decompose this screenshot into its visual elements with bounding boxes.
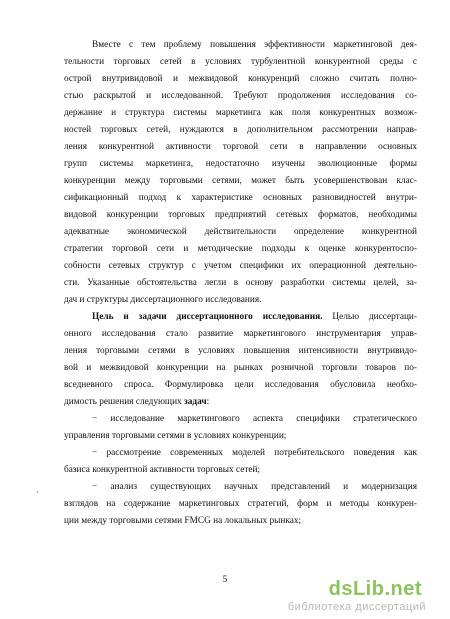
paragraph-line: стью раскрытой и исследованной. Требуют продолжения исследования со- <box>64 91 417 101</box>
paragraph-line: острой внутривидовой и межвидовой конкуренций сложно считать полно- <box>64 74 417 84</box>
paragraph-line: онного исследования стало развитие маркетингового инструментария управ- <box>64 329 417 339</box>
section-heading-line <box>92 310 417 324</box>
watermark <box>251 578 426 614</box>
paragraph-line: сти. Указанные обстоятельства легли в основу разработки системы целей, за- <box>64 278 417 288</box>
paragraph-line: ления конкурентной активности торговой сети в направлении основных <box>64 142 417 152</box>
paragraph-line <box>64 395 417 409</box>
paragraph-line: собности сетевых структур с учетом специфики их операционной деятельно- <box>64 261 417 271</box>
paragraph-line: ления торговыми сетями в условиях повышения интенсивности внутривидо- <box>64 346 417 356</box>
paragraph-line: адекватные экономической действительности определение конкурентной <box>64 227 417 237</box>
list-item-continuation: взглядов на содержание маркетинговых стратегий, форм и методы конкурен- <box>64 499 417 509</box>
list-item: − исследование маркетингового аспекта специфики стратегического <box>92 414 417 424</box>
list-item-continuation: базиса конкурентной активности торговых сетей; <box>64 465 261 475</box>
list-item: − анализ существующих научных представлений и модернизация <box>92 482 417 492</box>
watermark-logo: dsLib.net <box>328 578 422 600</box>
margin-mark: ˋ <box>36 490 39 500</box>
paragraph-line: сификационный подход к характеристике основных разновидностей внутри- <box>64 193 417 203</box>
paragraph-line: тельности торговых сетей в условиях турбулентной конкурентной среды с <box>64 57 417 67</box>
paragraph-line: дач и структуры диссертационного исследования. <box>64 295 262 305</box>
paragraph-line: стратегии торговой сети и методические подходы к оценке конкурентоспо- <box>64 244 417 254</box>
paragraph-text: Целью диссертаци- <box>332 312 418 322</box>
paragraph-line: групп системы маркетинга, недостаточно изучены эволюционные формы <box>64 159 417 169</box>
paragraph-line: вой и межвидовой конкуренции на рынках розничной торговли товаров по- <box>64 363 417 373</box>
paragraph-line: держание и структура системы маркетинга как поля конкурентных возмож- <box>64 108 417 118</box>
paragraph-line: Вместе с тем проблему повышения эффективности маркетинговой дея- <box>92 40 417 50</box>
colon: : <box>206 397 210 407</box>
paragraph-line: конкуренции между торговыми сетями, может быть усовершенствован клас- <box>64 176 417 186</box>
tasks-label: задач <box>184 397 207 407</box>
list-item-continuation: управления торговыми сетями в условиях конкуренции; <box>64 431 287 441</box>
page-number: 5 <box>222 575 228 585</box>
list-item: − рассмотрение современных моделей потребительского поведения как <box>92 448 417 458</box>
paragraph-line: вседневного спроса. Формулировка цели исследования обусловила необхо- <box>64 380 417 390</box>
watermark-tagline: библиотека диссертаций <box>287 601 426 613</box>
paragraph-line: видовой конкуренции торговых предприятий сетевых форматов, необходимы <box>64 210 417 220</box>
section-heading: Цель и задачи диссертационного исследования. <box>92 312 323 322</box>
list-item-continuation: ции между торговыми сетями FMCG на локальных рынках; <box>64 516 302 526</box>
paragraph-line: ностей торговых сетей, нуждаются в дополнительном рассмотрении направ- <box>64 125 417 135</box>
paragraph-text: димость решения следующих <box>64 397 185 407</box>
